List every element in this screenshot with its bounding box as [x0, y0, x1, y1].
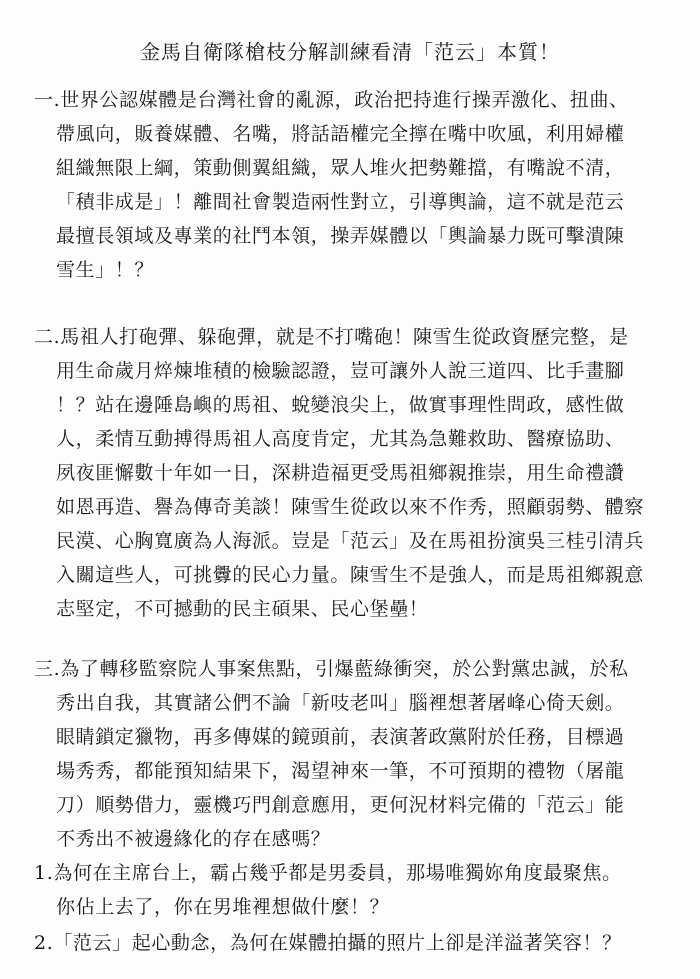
section3-line-3: 眼睛鎖定獵物，再多傳媒的鏡頭前，表演著政黨附於任務，目標過 [56, 726, 625, 748]
section3-line-6: 不秀出不被邊緣化的存在感嗎？ [56, 828, 331, 850]
document-title: 金馬自衛隊槍枝分解訓練看清「范云」本質！ [140, 40, 560, 64]
section1-line-6: 雪生」！？ [56, 259, 155, 281]
section3-line-5: 刀）順勢借力，靈機巧門創意應用，更何況材料完備的「范云」能 [56, 794, 625, 816]
section2-line-6: 如恩再造、譽為傳奇美談！陳雪生從政以來不作秀，照顧弱勢、體察 [56, 496, 645, 518]
section2-line-3: ！？站在邊陲島嶼的馬祖、蛻變浪尖上，做實事理性問政，感性做 [56, 394, 625, 416]
section1-line-1: 一.世界公認媒體是台灣社會的亂源，政治把持進行操弄激化、扭曲、 [34, 89, 629, 111]
section2-line-7: 民漠、心胸寬廣為人海派。豈是「范云」及在馬祖扮演吳三桂引清兵 [56, 530, 645, 552]
section1-line-4: 「積非成是」！離間社會製造兩性對立，引導輿論，這不就是范云 [56, 191, 625, 213]
section2-line-1: 二.馬祖人打砲彈、躲砲彈，就是不打嘴砲！陳雪生從政資歷完整，是 [34, 326, 629, 348]
section2-line-5: 夙夜匪懈數十年如一日，深耕造福更受馬祖鄉親推崇，用生命禮讚 [56, 462, 625, 484]
section2-line-2: 用生命歲月焠煉堆積的檢驗認證，豈可讓外人說三道四、比手畫腳 [56, 360, 625, 382]
section3-line-4: 場秀秀，都能預知結果下，渴望神來一筆，不可預期的禮物（屠龍 [56, 760, 625, 782]
section3-line-1: 三.為了轉移監察院人事案焦點，引爆藍綠衝突，於公對黨忠誠，於私 [34, 658, 629, 680]
item1-line-1: 1.為何在主席台上，霸占幾乎都是男委員，那場唯獨妳角度最聚焦。 [34, 862, 622, 884]
section1-line-5: 最擅長領域及專業的社鬥本領，操弄媒體以「輿論暴力既可擊潰陳 [56, 225, 625, 247]
section2-line-9: 志堅定，不可撼動的民主碩果、民心堡壘！ [56, 598, 429, 620]
section2-line-4: 人，柔情互動搏得馬祖人高度肯定，尤其為急難救助、醫療協助、 [56, 428, 625, 450]
section1-line-3: 組織無限上綱，策動側翼組織，眾人堆火把勢難擋，有嘴說不清， [56, 157, 625, 179]
item1-line-2: 你佔上去了，你在男堆裡想做什麼！？ [56, 896, 390, 918]
item2-line-1: 2.「范云」起心動念，為何在媒體拍攝的照片上卻是洋溢著笑容！？ [34, 932, 622, 954]
section1-line-2: 帶風向，販養媒體、名嘴，將話語權完全擰在嘴中吹風，利用婦權 [56, 123, 625, 145]
section2-line-8: 入關這些人，可挑釁的民心力量。陳雪生不是強人，而是馬祖鄉親意 [56, 564, 645, 586]
section3-line-2: 秀出自我，其實諸公們不論「新吱老叫」腦裡想著屠峰心倚天劍。 [56, 692, 625, 714]
